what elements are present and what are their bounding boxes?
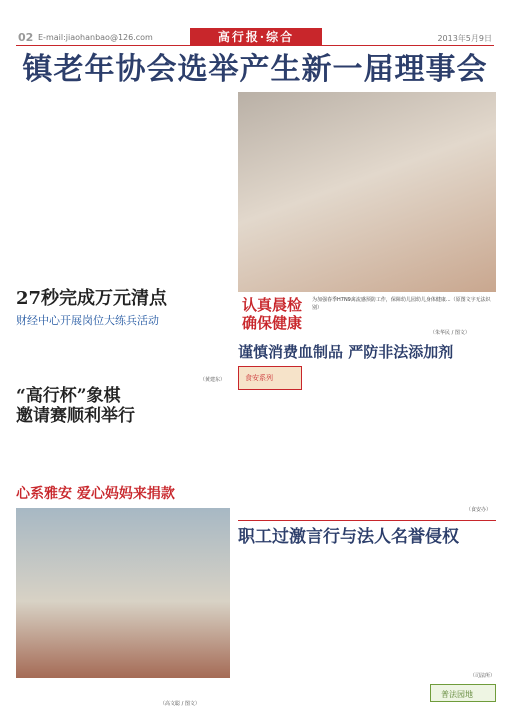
lead-photo-byline: （朱华民 / 图文） bbox=[430, 330, 470, 336]
lead-photo bbox=[238, 92, 496, 292]
article5-badge-box bbox=[430, 684, 496, 702]
article4-col-3 bbox=[410, 366, 496, 514]
article1-subtitle: 财经中心开展岗位大练兵活动 bbox=[16, 314, 159, 327]
lead-photo-caption: 为加强春季H7N9禽流感预防工作，保障幼儿园幼儿身体健康...（原图文字无法识别） bbox=[312, 297, 491, 311]
article4-col-1 bbox=[238, 394, 318, 514]
article3-photo bbox=[16, 508, 230, 678]
article2-title: “高行杯”象棋 bbox=[16, 386, 121, 406]
header-email: E-mail:jiaohanbao@126.com bbox=[38, 33, 153, 42]
article1-col-2 bbox=[126, 330, 230, 376]
article4-badge: 食安系列 bbox=[245, 374, 273, 382]
article4-title: 谨慎消费血制品 严防非法添加剂 bbox=[238, 343, 454, 361]
article2-title-line2: 邀请赛顺利举行 bbox=[16, 406, 135, 426]
page-header bbox=[0, 0, 510, 42]
article1-byline: （黄建东） bbox=[200, 377, 226, 383]
article4-byline: （食安办） bbox=[466, 507, 492, 513]
article5-col-1 bbox=[238, 554, 318, 704]
lead-photo-title: 认真晨检确保健康 bbox=[242, 296, 303, 332]
article1-col-1 bbox=[16, 330, 120, 376]
article5-col-2 bbox=[324, 554, 404, 704]
article5-rule bbox=[238, 520, 496, 521]
article3-byline: （高文聪 / 图文） bbox=[160, 701, 200, 707]
article2-text bbox=[16, 428, 230, 480]
article5-byline: （司法所） bbox=[470, 673, 496, 679]
article4-col-2 bbox=[324, 366, 404, 514]
lead-col-2 bbox=[126, 92, 230, 278]
article5-badge: 普法园地 bbox=[441, 690, 473, 699]
header-date: 2013年5月9日 bbox=[437, 34, 492, 43]
header-rule bbox=[16, 45, 494, 46]
masthead: 高行报·综合 bbox=[190, 28, 322, 46]
page-number: 02 bbox=[18, 31, 34, 44]
article1-title: 27秒完成万元清点 bbox=[16, 288, 168, 309]
article5-title: 职工过激言行与法人名誉侵权 bbox=[238, 527, 459, 547]
article4-badge-box bbox=[238, 366, 302, 390]
article5-col-3 bbox=[410, 554, 496, 678]
article3-title: 心系雅安 爱心妈妈来捐款 bbox=[16, 486, 175, 502]
lead-headline: 镇老年协会选举产生新一届理事会 bbox=[22, 52, 488, 87]
lead-col-1 bbox=[16, 92, 120, 278]
